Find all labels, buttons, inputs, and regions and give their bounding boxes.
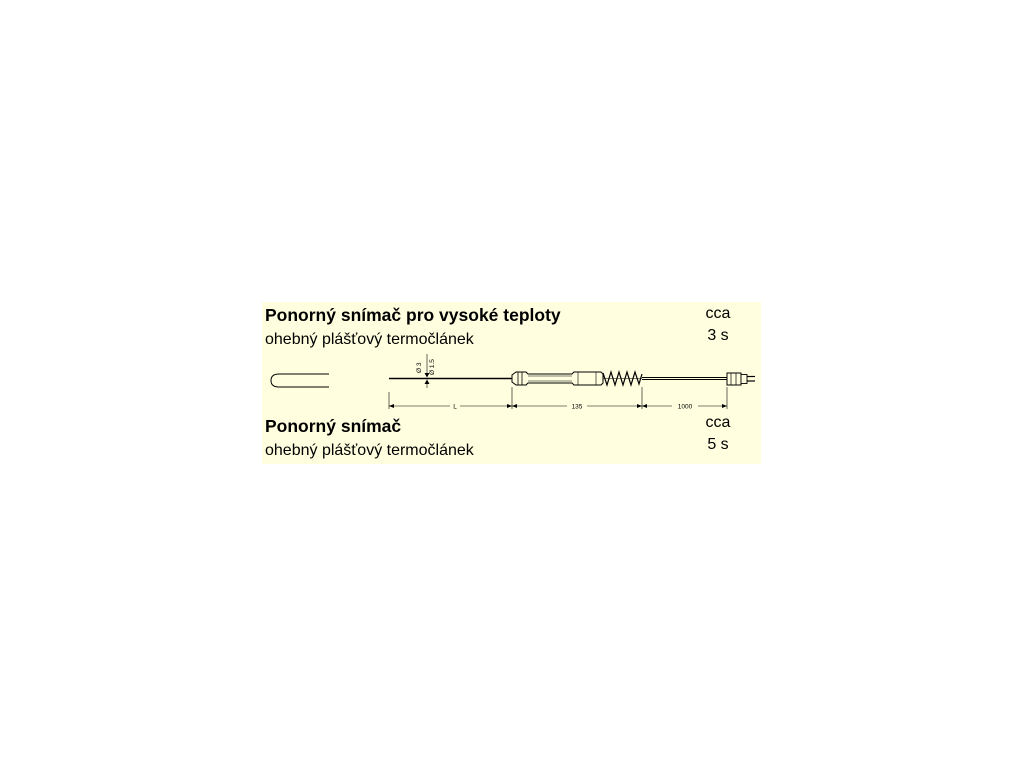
cable-spring: [603, 372, 642, 385]
connector-plug: [727, 373, 755, 385]
probe-1-response-time: 3 s: [707, 327, 729, 344]
probe-2-response-time: 5 s: [707, 436, 729, 453]
probe-handle: [512, 372, 603, 385]
probe-1-title: Ponorný snímač pro vysoké teploty: [265, 305, 561, 325]
probe-1-response-prefix: cca: [705, 305, 731, 322]
dimension-label-cable: 1000: [677, 403, 693, 411]
probe-tip-symbol: [271, 374, 329, 387]
probe-2-title: Ponorný snímač: [265, 416, 402, 436]
dimension-label-handle: 135: [571, 403, 583, 411]
probe-technical-drawing: [262, 354, 761, 416]
diameter-inner-label: Ø 1.5: [429, 359, 436, 375]
dimension-label-shaft: L: [453, 403, 457, 411]
probe-2-subtitle: ohebný plášťový termočlánek: [265, 442, 474, 459]
probe-info-card: [262, 302, 761, 464]
diameter-outer-label: Ø 3: [416, 362, 423, 373]
dimension-lines: [389, 387, 727, 411]
probe-2-response-prefix: cca: [705, 414, 731, 431]
probe-1-subtitle: ohebný plášťový termočlánek: [265, 331, 474, 348]
diameter-callout: [416, 354, 436, 388]
